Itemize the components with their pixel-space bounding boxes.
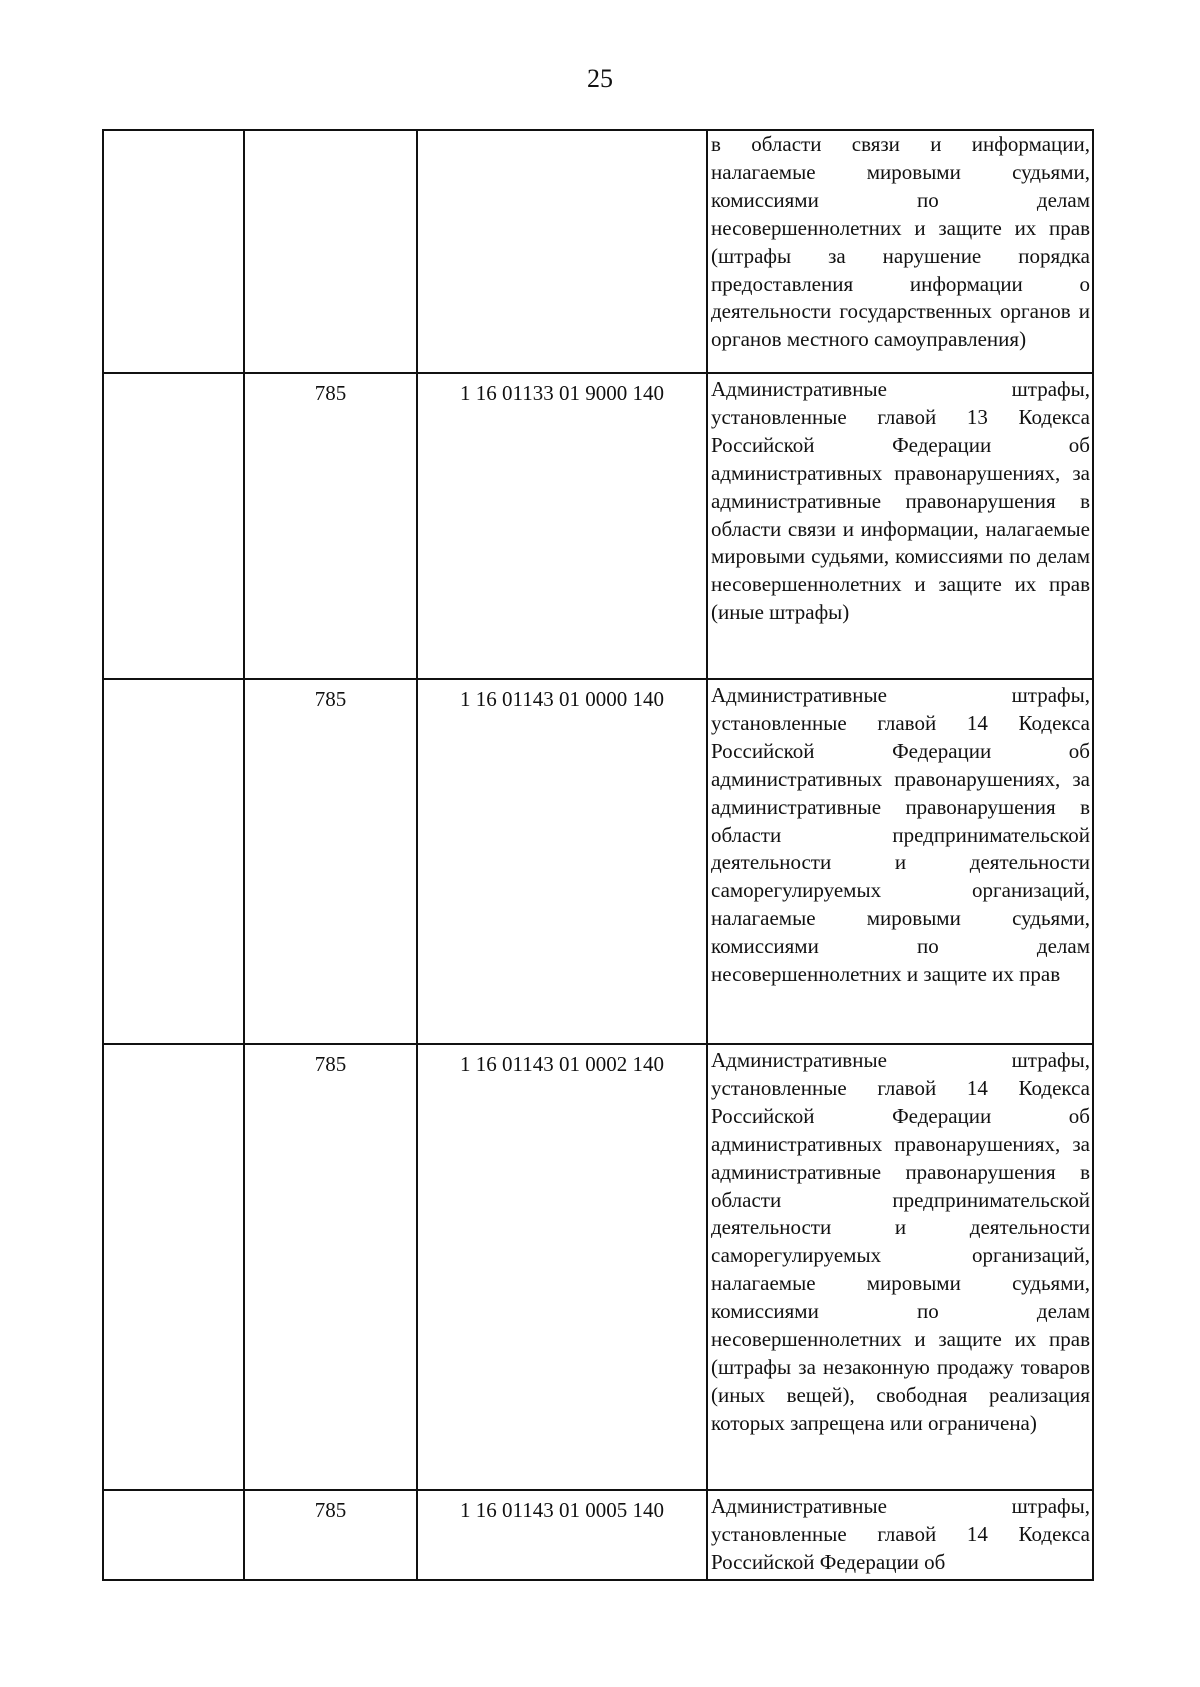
kbk-code-cell: 1 16 01143 01 0000 140 (417, 679, 707, 1044)
table-row (103, 130, 1093, 373)
name-text: в области связи и информации, налагаемые мировыми судьями, комиссиями по делам несовершеннолетних и защите их прав (штрафы за нарушение порядка предоставления информации о деятельности государственных органов и органов местного самоуправления) (711, 132, 1090, 352)
admin-code-cell: 785 (244, 373, 417, 679)
name-cell (707, 1490, 1093, 1580)
admin-code-cell: 785 (244, 679, 417, 1044)
kbk-code-cell: 1 16 01143 01 0002 140 (417, 1044, 707, 1490)
empty-cell (103, 1044, 244, 1490)
empty-cell (103, 679, 244, 1044)
empty-cell (103, 373, 244, 679)
name-cell (707, 373, 1093, 679)
empty-cell (103, 1490, 244, 1580)
admin-code-cell: 785 (244, 1490, 417, 1580)
admin-code-cell (244, 130, 417, 373)
table-row (103, 679, 1093, 1044)
name-text: Административные штрафы, установленные главой 14 Кодекса Российской Федерации об административных правонарушениях, за административные правонарушения в области предпринимательской деятельности и деятельности саморегулируемых организаций, налагаемые мировыми судьями, комиссиями по делам несовершеннолетних и защите их прав (штрафы за незаконную продажу товаров (иных вещей), свободная реализация которых запрещена или ограничена) (711, 1048, 1090, 1435)
admin-code-cell: 785 (244, 1044, 417, 1490)
kbk-code-cell: 1 16 01143 01 0005 140 (417, 1490, 707, 1580)
empty-cell (103, 130, 244, 373)
name-text: Административные штрафы, установленные главой 14 Кодекса Российской Федерации об административных правонарушениях, за административные правонарушения в области предпринимательской деятельности и деятельности саморегулируемых организаций, налагаемые мировыми судьями, комиссиями по делам несовершеннолетних и защите их прав (711, 683, 1090, 987)
budget-codes-table (102, 129, 1094, 1581)
table-row (103, 1490, 1093, 1580)
table-row (103, 1044, 1093, 1490)
name-cell (707, 679, 1093, 1044)
name-text: Административные штрафы, установленные главой 14 Кодекса Российской Федерации об (711, 1494, 1090, 1574)
table-row (103, 373, 1093, 679)
page-number: 25 (587, 64, 613, 93)
name-cell (707, 1044, 1093, 1490)
name-text: Административные штрафы, установленные главой 13 Кодекса Российской Федерации об административных правонарушениях, за административные правонарушения в области связи и информации, налагаемые мировыми судьями, комиссиями по делам несовершеннолетних и защите их прав (иные штрафы) (711, 377, 1090, 625)
name-cell (707, 130, 1093, 373)
kbk-code-cell (417, 130, 707, 373)
kbk-code-cell: 1 16 01133 01 9000 140 (417, 373, 707, 679)
